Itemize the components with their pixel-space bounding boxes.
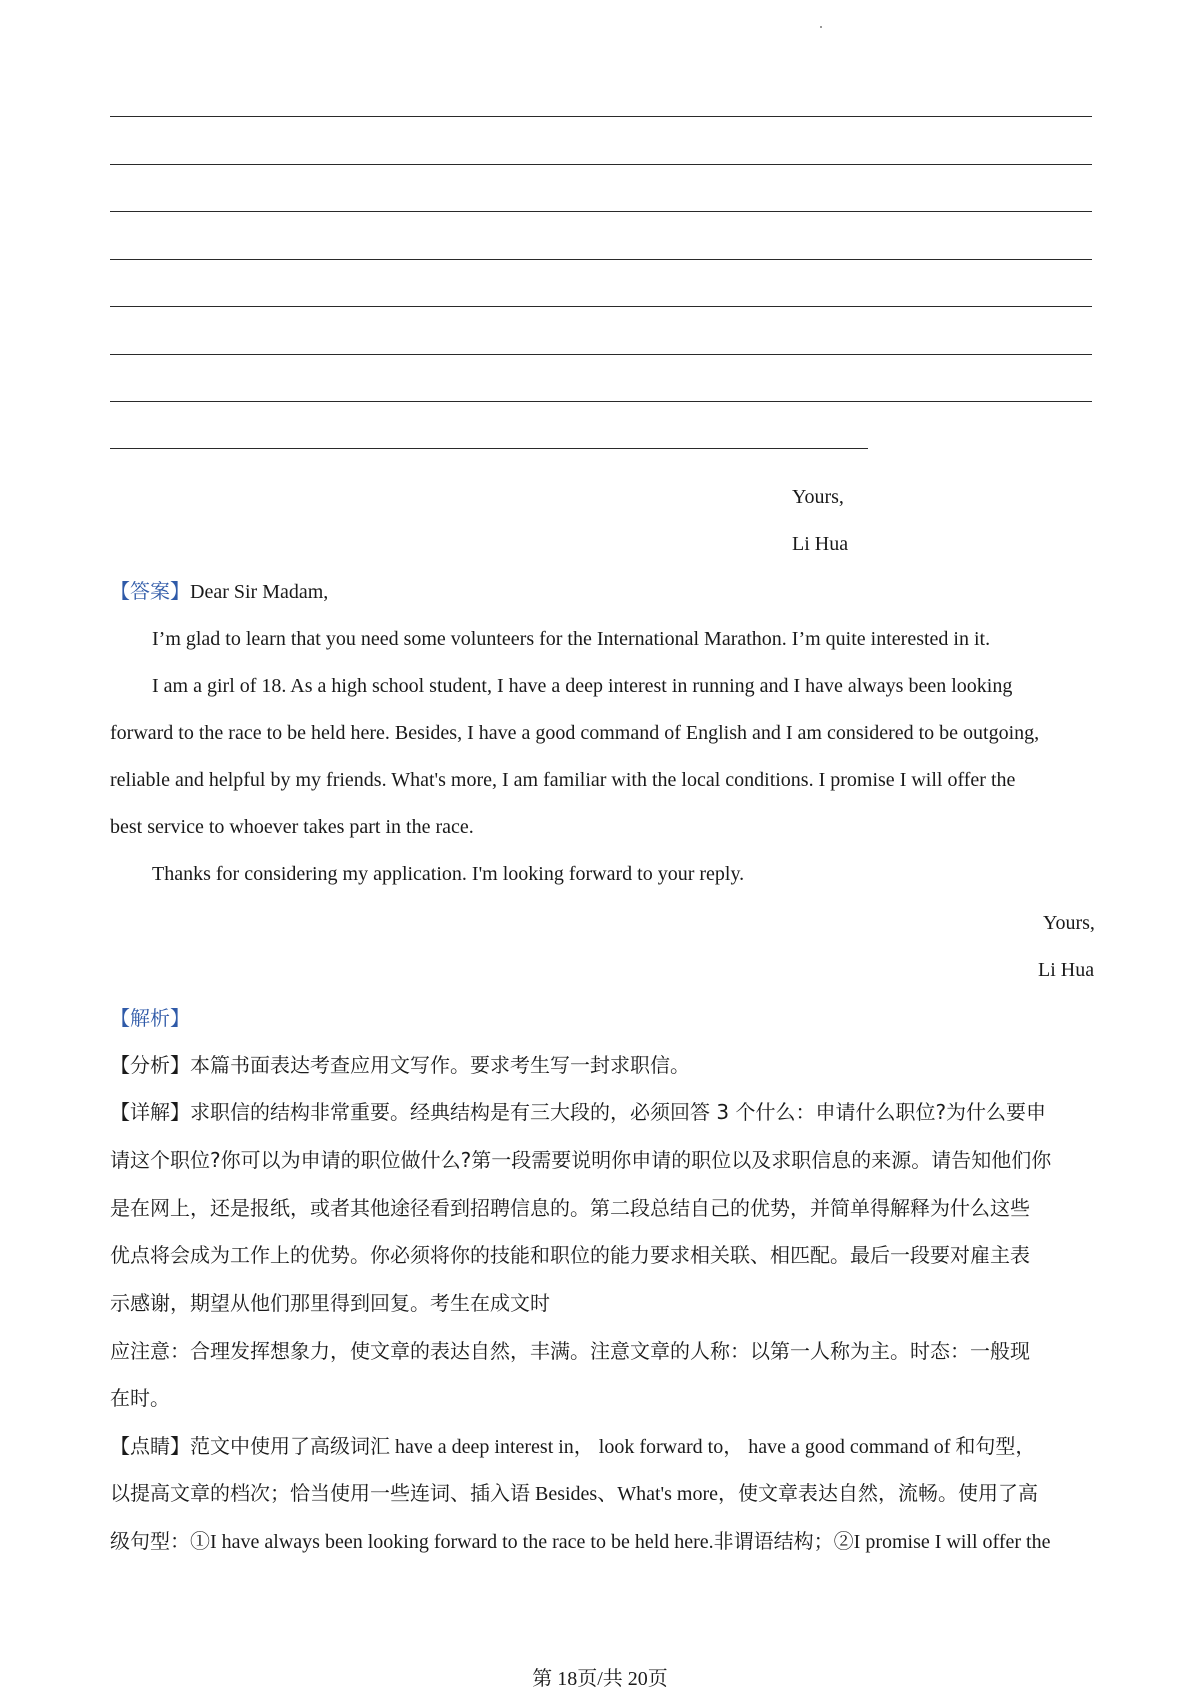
page-number: 第 18页/共 20页 [532,1668,668,1690]
answer-salutation: Dear Sir Madam, [190,581,329,603]
analysis-label: 【解析】 [110,1006,190,1030]
answer-line-1: I’m glad to learn that you need some volunteers for the International Marathon. I’m quite interested in it. [152,628,991,650]
answer-line-4: reliable and helpful by my friends. What's more, I am familiar with the local conditions. I promise I will offer the [110,769,1016,791]
writing-line [110,116,1092,117]
writing-line [110,306,1092,307]
writing-line [110,164,1092,165]
xiangjie-line-7: 在时。 [110,1386,170,1410]
answer-line-6: Thanks for considering my application. I'm looking forward to your reply. [152,863,745,885]
scan-speck [820,26,822,28]
dianjing-line-2: 以提高文章的档次；恰当使用一些连词、插入语 Besides、What's more，使文章表达自然，流畅。使用了高 [110,1483,1039,1505]
xiangjie-line-4: 优点将会成为工作上的优势。你必须将你的技能和职位的能力要求相关联、相匹配。最后一段要对雇主表 [110,1243,1030,1267]
answer-line-3: forward to the race to be held here. Besides, I have a good command of English and I am considered to be outgoing, [110,722,1040,744]
xiangjie-line-3: 是在网上，还是报纸，或者其他途径看到招聘信息的。第二段总结自己的优势，并简单得解释为什么这些 [110,1196,1030,1220]
analysis-fenxi [110,1053,690,1078]
xiangjie-line-2: 请这个职位?你可以为申请的职位做什么?第一段需要说明你申请的职位以及求职信息的来源。请告知他们你 [110,1148,1052,1172]
writing-line [110,259,1092,260]
writing-line [110,211,1092,212]
xiangjie-label: 【详解】 [110,1100,190,1124]
answer-heading [110,579,328,604]
answer-line-2: I am a girl of 18. As a high school student, I have a deep interest in running and I have always been looking [152,675,1013,697]
closing-yours: Yours, [792,486,844,508]
writing-line [110,448,868,449]
xiangjie-line-1: 求职信的结构非常重要。经典结构是有三大段的，必须回答 3 个什么：申请什么职位?为什么要申 [190,1100,1047,1124]
writing-line [110,401,1092,402]
xiangjie-line-5: 示感谢，期望从他们那里得到回复。考生在成文时 [110,1291,550,1315]
dianjing-line-1: 范文中使用了高级词汇 have a deep interest in， look forward to， have a good command of 和句型， [190,1436,1036,1458]
fenxi-text: 本篇书面表达考查应用文写作。要求考生写一封求职信。 [190,1053,690,1077]
answer-closing-name: Li Hua [1038,959,1095,981]
answer-line-5: best service to whoever takes part in the race. [110,816,474,838]
xiangjie-line-6: 应注意：合理发挥想象力，使文章的表达自然，丰满。注意文章的人称：以第一人称为主。时态：一般现 [110,1339,1030,1363]
closing-name: Li Hua [792,533,849,555]
writing-line [110,354,1092,355]
answer-closing-yours: Yours, [1043,912,1095,934]
dianjing-line-3: 级句型：①I have always been looking forward to the race to be held here.非谓语结构；②I promise I will offer the [110,1531,1051,1553]
answer-label: 【答案】 [110,579,190,603]
dianjing-label: 【点睛】 [110,1434,190,1458]
analysis-xiangjie [110,1100,1046,1125]
analysis-dianjing [110,1434,1035,1459]
fenxi-label: 【分析】 [110,1053,190,1077]
